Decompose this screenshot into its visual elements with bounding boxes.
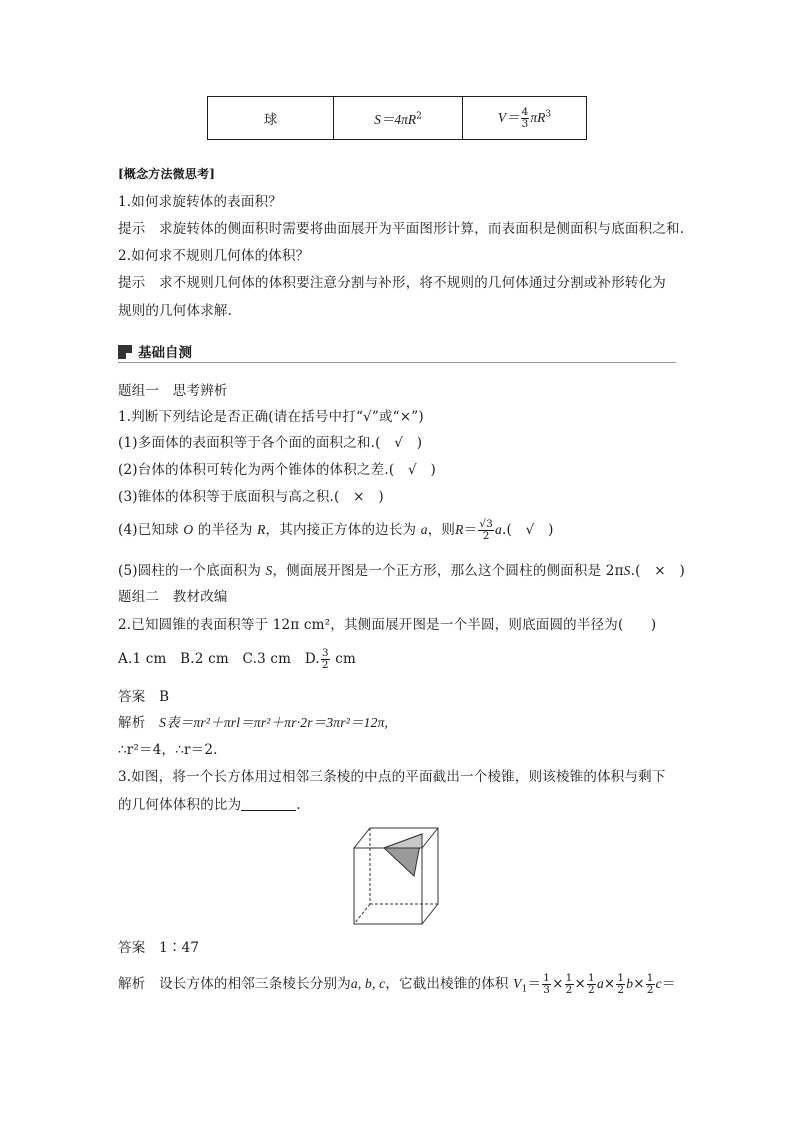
s4-h: R: [455, 522, 464, 537]
hint-text: 求不规则几何体的体积要注意分割与补形，将不规则的几何体通过分割或补形转化为: [159, 275, 667, 291]
question-2: 2.已知圆锥的表面积等于 12π cm²，其侧面展开图是一个半圆，则底面圆的半径为( ): [118, 617, 657, 633]
frac-3: [587, 973, 596, 996]
s4-c: 的半径为: [197, 522, 253, 538]
sol3-e: 1: [521, 984, 528, 995]
options-text: A.1 cm B.2 cm C.3 cm D.: [118, 651, 320, 667]
volume-exp: 3: [545, 109, 552, 120]
sol3-a: 设长方体的相邻三条棱长分别为: [159, 976, 351, 992]
option-d-fraction: [321, 648, 330, 671]
solution-2: [118, 713, 388, 733]
concept-a2: [118, 273, 666, 293]
volume-cell: [463, 97, 587, 140]
s4-e: ，其内接正方体的边长为: [265, 522, 417, 538]
frac-2: [565, 973, 574, 996]
group1-title: 题组一 思考辨析: [118, 383, 228, 399]
s4-j: a: [495, 522, 502, 537]
answer-blank: [241, 796, 296, 811]
solution-line-1: S表＝πr²＋πrl＝πr²＋πr·2r＝3πr²＝12π,: [159, 715, 389, 730]
opt-d-den: 2: [321, 659, 329, 671]
answer-label: 答案: [118, 940, 146, 956]
solution-2-line-2: ∴r²＝4，∴r＝2.: [118, 742, 218, 758]
table-row-sphere: [208, 97, 587, 140]
f5n: 1: [646, 972, 654, 984]
times: ×: [574, 976, 587, 992]
statement-3: (3)锥体的体积等于底面积与高之积.( × ): [118, 489, 384, 505]
section-square-icon: [118, 345, 132, 359]
var-a: a: [596, 976, 604, 991]
concept-heading: [概念方法微思考]: [118, 167, 216, 181]
cuboid-edge: [422, 828, 438, 848]
formula-table: [207, 96, 587, 140]
f5d: 2: [646, 984, 654, 996]
concept-q2: 2.如何求不规则几何体的体积？: [118, 248, 310, 264]
sol3-d: V: [513, 976, 522, 991]
frac-1: [542, 973, 551, 996]
concept-a2-cont: 规则的几何体求解.: [118, 303, 233, 319]
hint-text: 求旋转体的侧面积时需要将曲面展开为平面图形计算，而表面积是侧面积与底面积之和.: [159, 221, 685, 237]
cuboid-edges: [354, 828, 438, 924]
frac-5: [646, 973, 655, 996]
solution-label: 解析: [118, 976, 146, 992]
q3-text: 的几何体体积的比为: [118, 797, 242, 813]
answer-value: 1∶47: [159, 940, 200, 956]
f4n: 1: [617, 972, 625, 984]
group2-title: 题组二 教材改编: [118, 589, 228, 605]
f3d: 2: [588, 984, 595, 996]
s4-b: O: [183, 522, 194, 537]
solid-name-cell: 球: [208, 97, 334, 140]
s4-num: √3: [479, 518, 494, 530]
volume-num: 4: [521, 106, 529, 118]
sol3-c: ，它截出棱锥的体积: [385, 976, 509, 992]
volume-pi: π: [530, 110, 538, 125]
statement-2: (2)台体的体积可转化为两个锥体的体积之差.( √ ): [118, 462, 436, 478]
s4-g: ，则: [427, 522, 456, 538]
answer-label: 答案: [118, 689, 146, 705]
s4-i: ＝: [463, 522, 478, 538]
frac-4: [616, 973, 625, 996]
question-3-cont: [118, 795, 301, 815]
s5-e: .( × ): [630, 563, 685, 579]
question-3: 3.如图，将一个长方体用过相邻三条棱的中点的平面截出一个棱锥，则该棱锥的体积与剩下: [118, 769, 666, 785]
question-2-options: [118, 648, 356, 671]
f1d: 3: [543, 984, 551, 996]
statement-4: [118, 519, 554, 542]
concept-q1: 1.如何求旋转体的表面积？: [118, 194, 282, 210]
f2d: 2: [565, 984, 573, 996]
f4d: 2: [617, 984, 625, 996]
answer-value: B: [159, 689, 170, 705]
s4-f: a: [420, 522, 428, 537]
section-title: 基础自测: [138, 345, 192, 361]
hidden-edge: [354, 904, 370, 924]
surface-var: R: [407, 112, 417, 127]
s4-fraction: [478, 519, 494, 542]
s5-d: S: [623, 563, 631, 578]
s5-c: ，侧面展开图是一个正方形，那么这个圆柱的侧面积是 2π: [272, 563, 624, 579]
q3-period: .: [296, 797, 301, 813]
concept-a1: [118, 219, 684, 239]
hint-label: 提示: [118, 221, 146, 237]
f3n: 1: [588, 972, 595, 984]
times: ×: [552, 976, 564, 992]
s4-den: 2: [482, 530, 490, 542]
group1-question: 1.判断下列结论是否正确(请在括号中打“√”或“×”): [118, 409, 424, 425]
pyramid-face: [384, 834, 422, 848]
sol3-b: a, b, c: [350, 976, 386, 991]
statement-5: [118, 561, 685, 581]
hint-label: 提示: [118, 275, 146, 291]
s4-d: R: [257, 522, 266, 537]
opt-d-unit: cm: [330, 651, 357, 667]
opt-d-num: 3: [321, 647, 329, 659]
solution-label: 解析: [118, 715, 146, 731]
f1n: 1: [543, 972, 551, 984]
s5-a: (5)圆柱的一个底面积为: [118, 563, 262, 579]
times: ×: [633, 976, 645, 992]
equals: ＝: [661, 976, 676, 992]
volume-var: R: [537, 110, 546, 125]
section-divider: [118, 362, 676, 363]
surface-exp: 2: [416, 111, 422, 122]
solution-3: [118, 973, 676, 1000]
s5-b: S: [265, 563, 273, 578]
var-b: b: [626, 976, 634, 991]
statement-1: (1)多面体的表面积等于各个面的面积之和.( √ ): [118, 435, 423, 451]
f2n: 1: [565, 972, 573, 984]
volume-fraction: [521, 107, 530, 130]
answer-2: [118, 687, 169, 707]
s4-a: (4)已知球: [118, 522, 179, 538]
sol3-f: ＝: [527, 976, 542, 992]
s4-k: .( √ ): [502, 522, 554, 538]
volume-den: 3: [521, 118, 529, 130]
surface-area-cell: [334, 97, 463, 140]
volume-prefix: V＝: [497, 110, 520, 125]
times: ×: [603, 976, 616, 992]
cuboid-figure: [350, 824, 442, 930]
answer-3: [118, 938, 199, 958]
section-heading: [118, 341, 192, 361]
var-c: c: [655, 976, 662, 991]
surface-prefix: S＝4π: [374, 112, 408, 127]
